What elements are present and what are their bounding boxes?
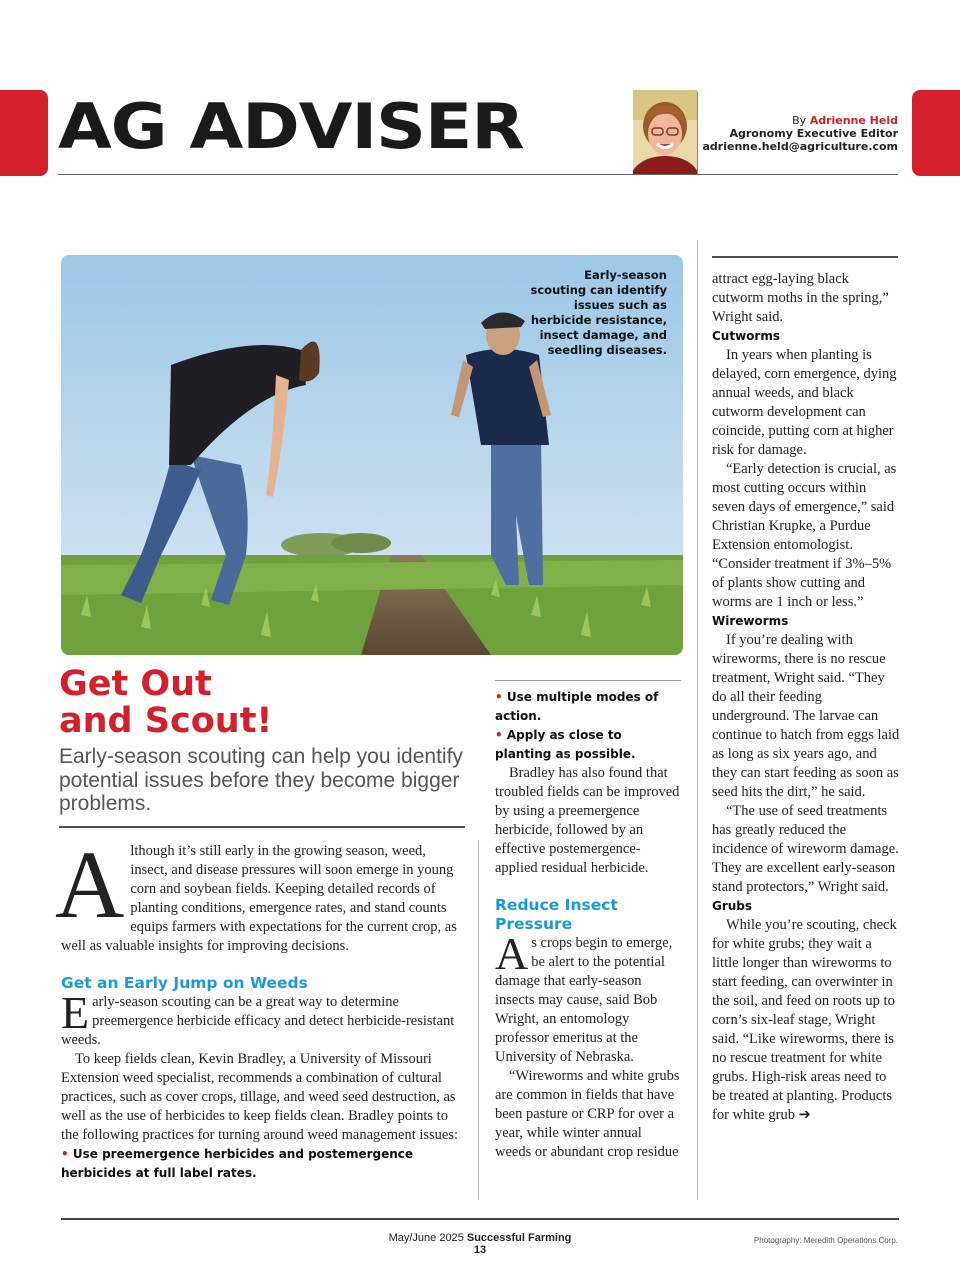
insects-paragraph-3: attract egg-laying black cutworm moths in the spring,” Wright said. xyxy=(712,271,889,325)
intro-paragraph xyxy=(55,831,463,956)
insects-dropcap: A xyxy=(495,928,529,979)
article-headline xyxy=(59,666,479,740)
insects-text-1: s crops begin to emerge, be alert to the potential damage that early-season insects may cause, said Bob Wright, an entomology professor emeritus at the University of Nebraska. xyxy=(495,935,673,1065)
grubs-text: While you’re scouting, check for white grubs; they wait a little longer than wireworms to start feeding, can overwinter in the soil, and feed on roots up to corn’s six-leaf stage, Wright said. “Like wireworms, there is no rescue treatment for white grubs. High-risk areas need to be treated at planting. Products for white grub xyxy=(712,917,897,1123)
magazine-name: Successful Farming xyxy=(466,1232,572,1244)
column-1 xyxy=(55,831,463,1183)
dek-rule xyxy=(59,826,465,828)
grubs-paragraph-1 xyxy=(712,916,900,1125)
author-byline xyxy=(703,114,899,153)
bullet-marker: • xyxy=(495,690,503,704)
bullet-1 xyxy=(61,1145,463,1183)
bullet-1-text: Use preemergence herbicides and postemergence herbicides at full label rates. xyxy=(61,1147,414,1180)
header-rule-right xyxy=(698,174,898,175)
minihead-wireworms: Wireworms xyxy=(712,614,789,628)
continue-arrow-icon: ➔ xyxy=(798,1107,811,1123)
header-divider xyxy=(697,92,698,174)
headline-line-2: and Scout! xyxy=(59,701,273,741)
weeds-text-1: arly-season scouting can be a great way to determine preemergence herbicide efficacy and detect herbicide-resistant weeds. xyxy=(61,994,455,1048)
section-tab-right xyxy=(912,90,960,176)
bullet-3-text: Apply as close to planting as possible. xyxy=(495,728,636,761)
subhead-insects: Reduce Insect Pressure xyxy=(495,896,618,933)
author-name: Adrienne Held xyxy=(809,114,898,127)
photo-caption: Early-season scouting can identify issues such as herbicide resistance, insect damage, and seedling diseases. xyxy=(530,268,667,357)
footer-rule xyxy=(61,1218,899,1220)
weeds-paragraph-3: Bradley has also found that troubled fields can be improved by using a preemergence herbicide, followed by an effective postemergence-applied residual herbicide. xyxy=(495,765,680,876)
page-number: 13 xyxy=(473,1244,487,1256)
column-2-rule xyxy=(495,680,681,681)
bullet-2 xyxy=(495,688,681,726)
intro-dropcap: A xyxy=(55,831,125,938)
minihead-cutworms: Cutworms xyxy=(712,329,780,343)
section-title: AG ADVISER xyxy=(58,90,524,163)
column-3 xyxy=(712,270,900,1125)
photo-credit: Photography: Meredith Operations Corp. xyxy=(753,1236,898,1245)
cutworms-paragraph-2: “Early detection is crucial, as most cutting occurs within seven days of emergence,” said Christian Krupke, a Purdue Extension entomologist. “Consider treatment if 3%–5% of plants show cutting and worms are 1 inch or less.” xyxy=(712,461,897,610)
bullet-2-text: Use multiple modes of action. xyxy=(495,690,659,723)
weeds-dropcap: E xyxy=(61,987,90,1038)
author-portrait xyxy=(633,90,697,174)
bullet-marker: • xyxy=(61,1147,69,1161)
insects-paragraph-2: “Wireworms and white grubs are common in fields that have been pasture or CRP for over a year, while winter annual weeds or abundant crop residue xyxy=(495,1068,680,1160)
issue-date: May/June 2025 xyxy=(388,1232,464,1244)
column-2 xyxy=(495,688,681,1162)
insects-paragraph-1 xyxy=(495,928,681,1067)
bullet-3 xyxy=(495,726,681,764)
author-title: Agronomy Executive Editor xyxy=(729,127,898,140)
subhead-weeds: Get an Early Jump on Weeds xyxy=(61,974,308,992)
column-separator-2 xyxy=(697,240,698,1200)
wireworms-paragraph-1: If you’re dealing with wireworms, there is no rescue treatment, Wright said. “They do all their feeding underground. The larvae can continue to hatch from eggs laid as long as six years ago, and they can start feeding as soon as seed hits the dirt,” he said. xyxy=(712,632,900,800)
headline-line-1: Get Out xyxy=(59,664,212,704)
section-tab-left xyxy=(0,90,48,176)
wireworms-paragraph-2: “The use of seed treatments has greatly reduced the incidence of wireworm damage. They are excellent early-season stand protectors,” Wright said. xyxy=(712,803,899,895)
author-email[interactable]: adrienne.held@agriculture.com xyxy=(702,140,898,153)
cutworms-paragraph-1: In years when planting is delayed, corn emergence, dying annual weeds, and black cutworm development can coincide, putting corn at higher risk for damage. xyxy=(712,347,897,458)
intro-text: lthough it’s still early in the growing season, weed, insect, and disease pressures will soon emerge in young corn and soybean fields. Keeping detailed records of planting conditions, emergence rates, and stand counts equips farmers with expectations for the current crop, as well as valuable insights for improving decisions. xyxy=(61,843,457,954)
minihead-grubs: Grubs xyxy=(712,899,753,913)
column-separator-1 xyxy=(478,840,479,1200)
byline-by: By xyxy=(792,114,807,127)
weeds-paragraph-2: To keep fields clean, Kevin Bradley, a University of Missouri Extension weed specialist, recommends a combination of cultural practices, such as cover crops, tillage, and weed seed destruction, as well as the use of herbicides to keep fields clean. Bradley points to the following practices for turning around weed management issues: xyxy=(61,1051,459,1143)
bullet-marker: • xyxy=(495,728,503,742)
weeds-paragraph-1 xyxy=(61,987,463,1050)
article-dek: Early-season scouting can help you identify potential issues before they become bigger problems. xyxy=(59,745,463,815)
header-rule xyxy=(58,174,698,175)
column-3-rule xyxy=(712,256,898,258)
